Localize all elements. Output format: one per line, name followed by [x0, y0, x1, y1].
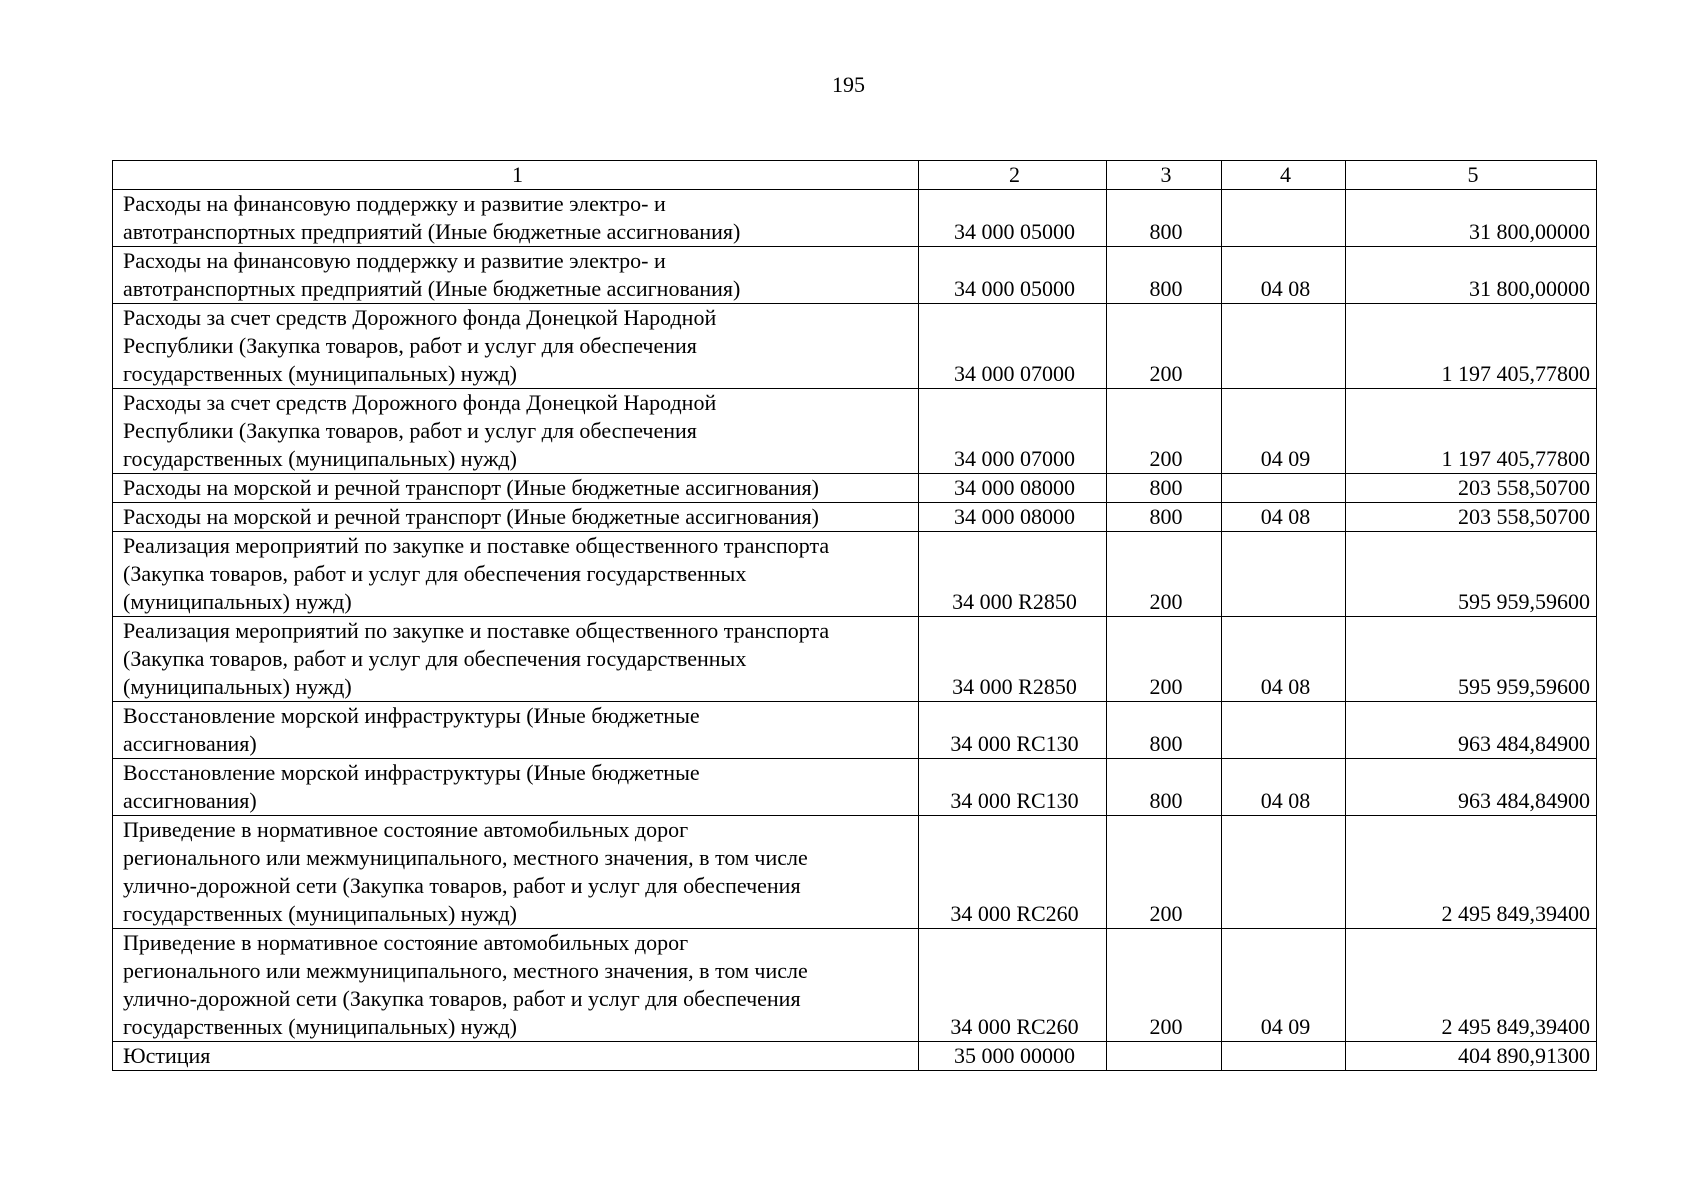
- code-cell: 34 000 RC260: [919, 816, 1107, 929]
- section-cell: 04 09: [1222, 929, 1346, 1042]
- section-cell: 04 08: [1222, 503, 1346, 532]
- section-cell: [1222, 816, 1346, 929]
- header-col-5: 5: [1346, 161, 1597, 190]
- table-row: [113, 532, 1597, 617]
- header-col-4: 4: [1222, 161, 1346, 190]
- table-row: [113, 247, 1597, 304]
- code-cell: 34 000 05000: [919, 247, 1107, 304]
- code-cell: 34 000 08000: [919, 503, 1107, 532]
- description-cell: Расходы на финансовую поддержку и развитие электро- и автотранспортных предприятий (Иные бюджетные ассигнования): [113, 190, 919, 247]
- table-row: [113, 474, 1597, 503]
- table-row: [113, 190, 1597, 247]
- description-cell: Реализация мероприятий по закупке и поставке общественного транспорта (Закупка товаров, работ и услуг для обеспечения государственных (муниципальных) нужд): [113, 617, 919, 702]
- expense-type-cell: [1107, 1042, 1222, 1071]
- table-row: [113, 929, 1597, 1042]
- amount-cell: 963 484,84900: [1346, 702, 1597, 759]
- expense-type-cell: 200: [1107, 816, 1222, 929]
- expense-type-cell: 200: [1107, 304, 1222, 389]
- section-cell: 04 09: [1222, 389, 1346, 474]
- expense-type-cell: 200: [1107, 389, 1222, 474]
- expense-type-cell: 800: [1107, 247, 1222, 304]
- expense-type-cell: 800: [1107, 702, 1222, 759]
- code-cell: 34 000 RC130: [919, 702, 1107, 759]
- table-row: [113, 702, 1597, 759]
- code-cell: 34 000 R2850: [919, 532, 1107, 617]
- code-cell: 34 000 RC260: [919, 929, 1107, 1042]
- section-cell: [1222, 190, 1346, 247]
- table-row: [113, 503, 1597, 532]
- amount-cell: 2 495 849,39400: [1346, 816, 1597, 929]
- description-cell: Расходы за счет средств Дорожного фонда Донецкой Народной Республики (Закупка товаров, работ и услуг для обеспечения государственных (муниципальных) нужд): [113, 304, 919, 389]
- description-cell: Восстановление морской инфраструктуры (Иные бюджетные ассигнования): [113, 759, 919, 816]
- section-cell: [1222, 474, 1346, 503]
- amount-cell: 404 890,91300: [1346, 1042, 1597, 1071]
- table-header: [113, 161, 1597, 190]
- table-row: [113, 304, 1597, 389]
- description-cell: Юстиция: [113, 1042, 919, 1071]
- description-cell: Восстановление морской инфраструктуры (Иные бюджетные ассигнования): [113, 702, 919, 759]
- amount-cell: 31 800,00000: [1346, 247, 1597, 304]
- table-row: [113, 389, 1597, 474]
- code-cell: 34 000 07000: [919, 389, 1107, 474]
- header-row: [113, 161, 1597, 190]
- expense-type-cell: 200: [1107, 532, 1222, 617]
- budget-table: [112, 160, 1597, 1071]
- table-row: [113, 1042, 1597, 1071]
- code-cell: 34 000 08000: [919, 474, 1107, 503]
- code-cell: 34 000 07000: [919, 304, 1107, 389]
- expense-type-cell: 800: [1107, 503, 1222, 532]
- table-body: [113, 190, 1597, 1071]
- table-row: [113, 617, 1597, 702]
- section-cell: 04 08: [1222, 617, 1346, 702]
- amount-cell: 963 484,84900: [1346, 759, 1597, 816]
- code-cell: 34 000 05000: [919, 190, 1107, 247]
- description-cell: Приведение в нормативное состояние автомобильных дорог регионального или межмуниципального, местного значения, в том числе улично-дорожной сети (Закупка товаров, работ и услуг для обеспечения государственных (муниципальных) нужд): [113, 929, 919, 1042]
- section-cell: [1222, 304, 1346, 389]
- section-cell: [1222, 702, 1346, 759]
- code-cell: 34 000 R2850: [919, 617, 1107, 702]
- header-col-1: 1: [113, 161, 919, 190]
- section-cell: 04 08: [1222, 247, 1346, 304]
- description-cell: Расходы на финансовую поддержку и развитие электро- и автотранспортных предприятий (Иные бюджетные ассигнования): [113, 247, 919, 304]
- expense-type-cell: 200: [1107, 929, 1222, 1042]
- expense-type-cell: 800: [1107, 190, 1222, 247]
- code-cell: 35 000 00000: [919, 1042, 1107, 1071]
- amount-cell: 31 800,00000: [1346, 190, 1597, 247]
- code-cell: 34 000 RC130: [919, 759, 1107, 816]
- section-cell: [1222, 532, 1346, 617]
- expense-type-cell: 800: [1107, 474, 1222, 503]
- description-cell: Расходы на морской и речной транспорт (Иные бюджетные ассигнования): [113, 503, 919, 532]
- amount-cell: 203 558,50700: [1346, 503, 1597, 532]
- section-cell: 04 08: [1222, 759, 1346, 816]
- header-col-3: 3: [1107, 161, 1222, 190]
- amount-cell: 1 197 405,77800: [1346, 304, 1597, 389]
- expense-type-cell: 200: [1107, 617, 1222, 702]
- amount-cell: 595 959,59600: [1346, 532, 1597, 617]
- description-cell: Приведение в нормативное состояние автомобильных дорог регионального или межмуниципального, местного значения, в том числе улично-дорожной сети (Закупка товаров, работ и услуг для обеспечения государственных (муниципальных) нужд): [113, 816, 919, 929]
- amount-cell: 1 197 405,77800: [1346, 389, 1597, 474]
- header-col-2: 2: [919, 161, 1107, 190]
- description-cell: Реализация мероприятий по закупке и поставке общественного транспорта (Закупка товаров, работ и услуг для обеспечения государственных (муниципальных) нужд): [113, 532, 919, 617]
- amount-cell: 595 959,59600: [1346, 617, 1597, 702]
- section-cell: [1222, 1042, 1346, 1071]
- amount-cell: 2 495 849,39400: [1346, 929, 1597, 1042]
- description-cell: Расходы на морской и речной транспорт (Иные бюджетные ассигнования): [113, 474, 919, 503]
- page-number: 195: [832, 72, 865, 97]
- expense-type-cell: 800: [1107, 759, 1222, 816]
- table-row: [113, 816, 1597, 929]
- description-cell: Расходы за счет средств Дорожного фонда Донецкой Народной Республики (Закупка товаров, работ и услуг для обеспечения государственных (муниципальных) нужд): [113, 389, 919, 474]
- amount-cell: 203 558,50700: [1346, 474, 1597, 503]
- table-row: [113, 759, 1597, 816]
